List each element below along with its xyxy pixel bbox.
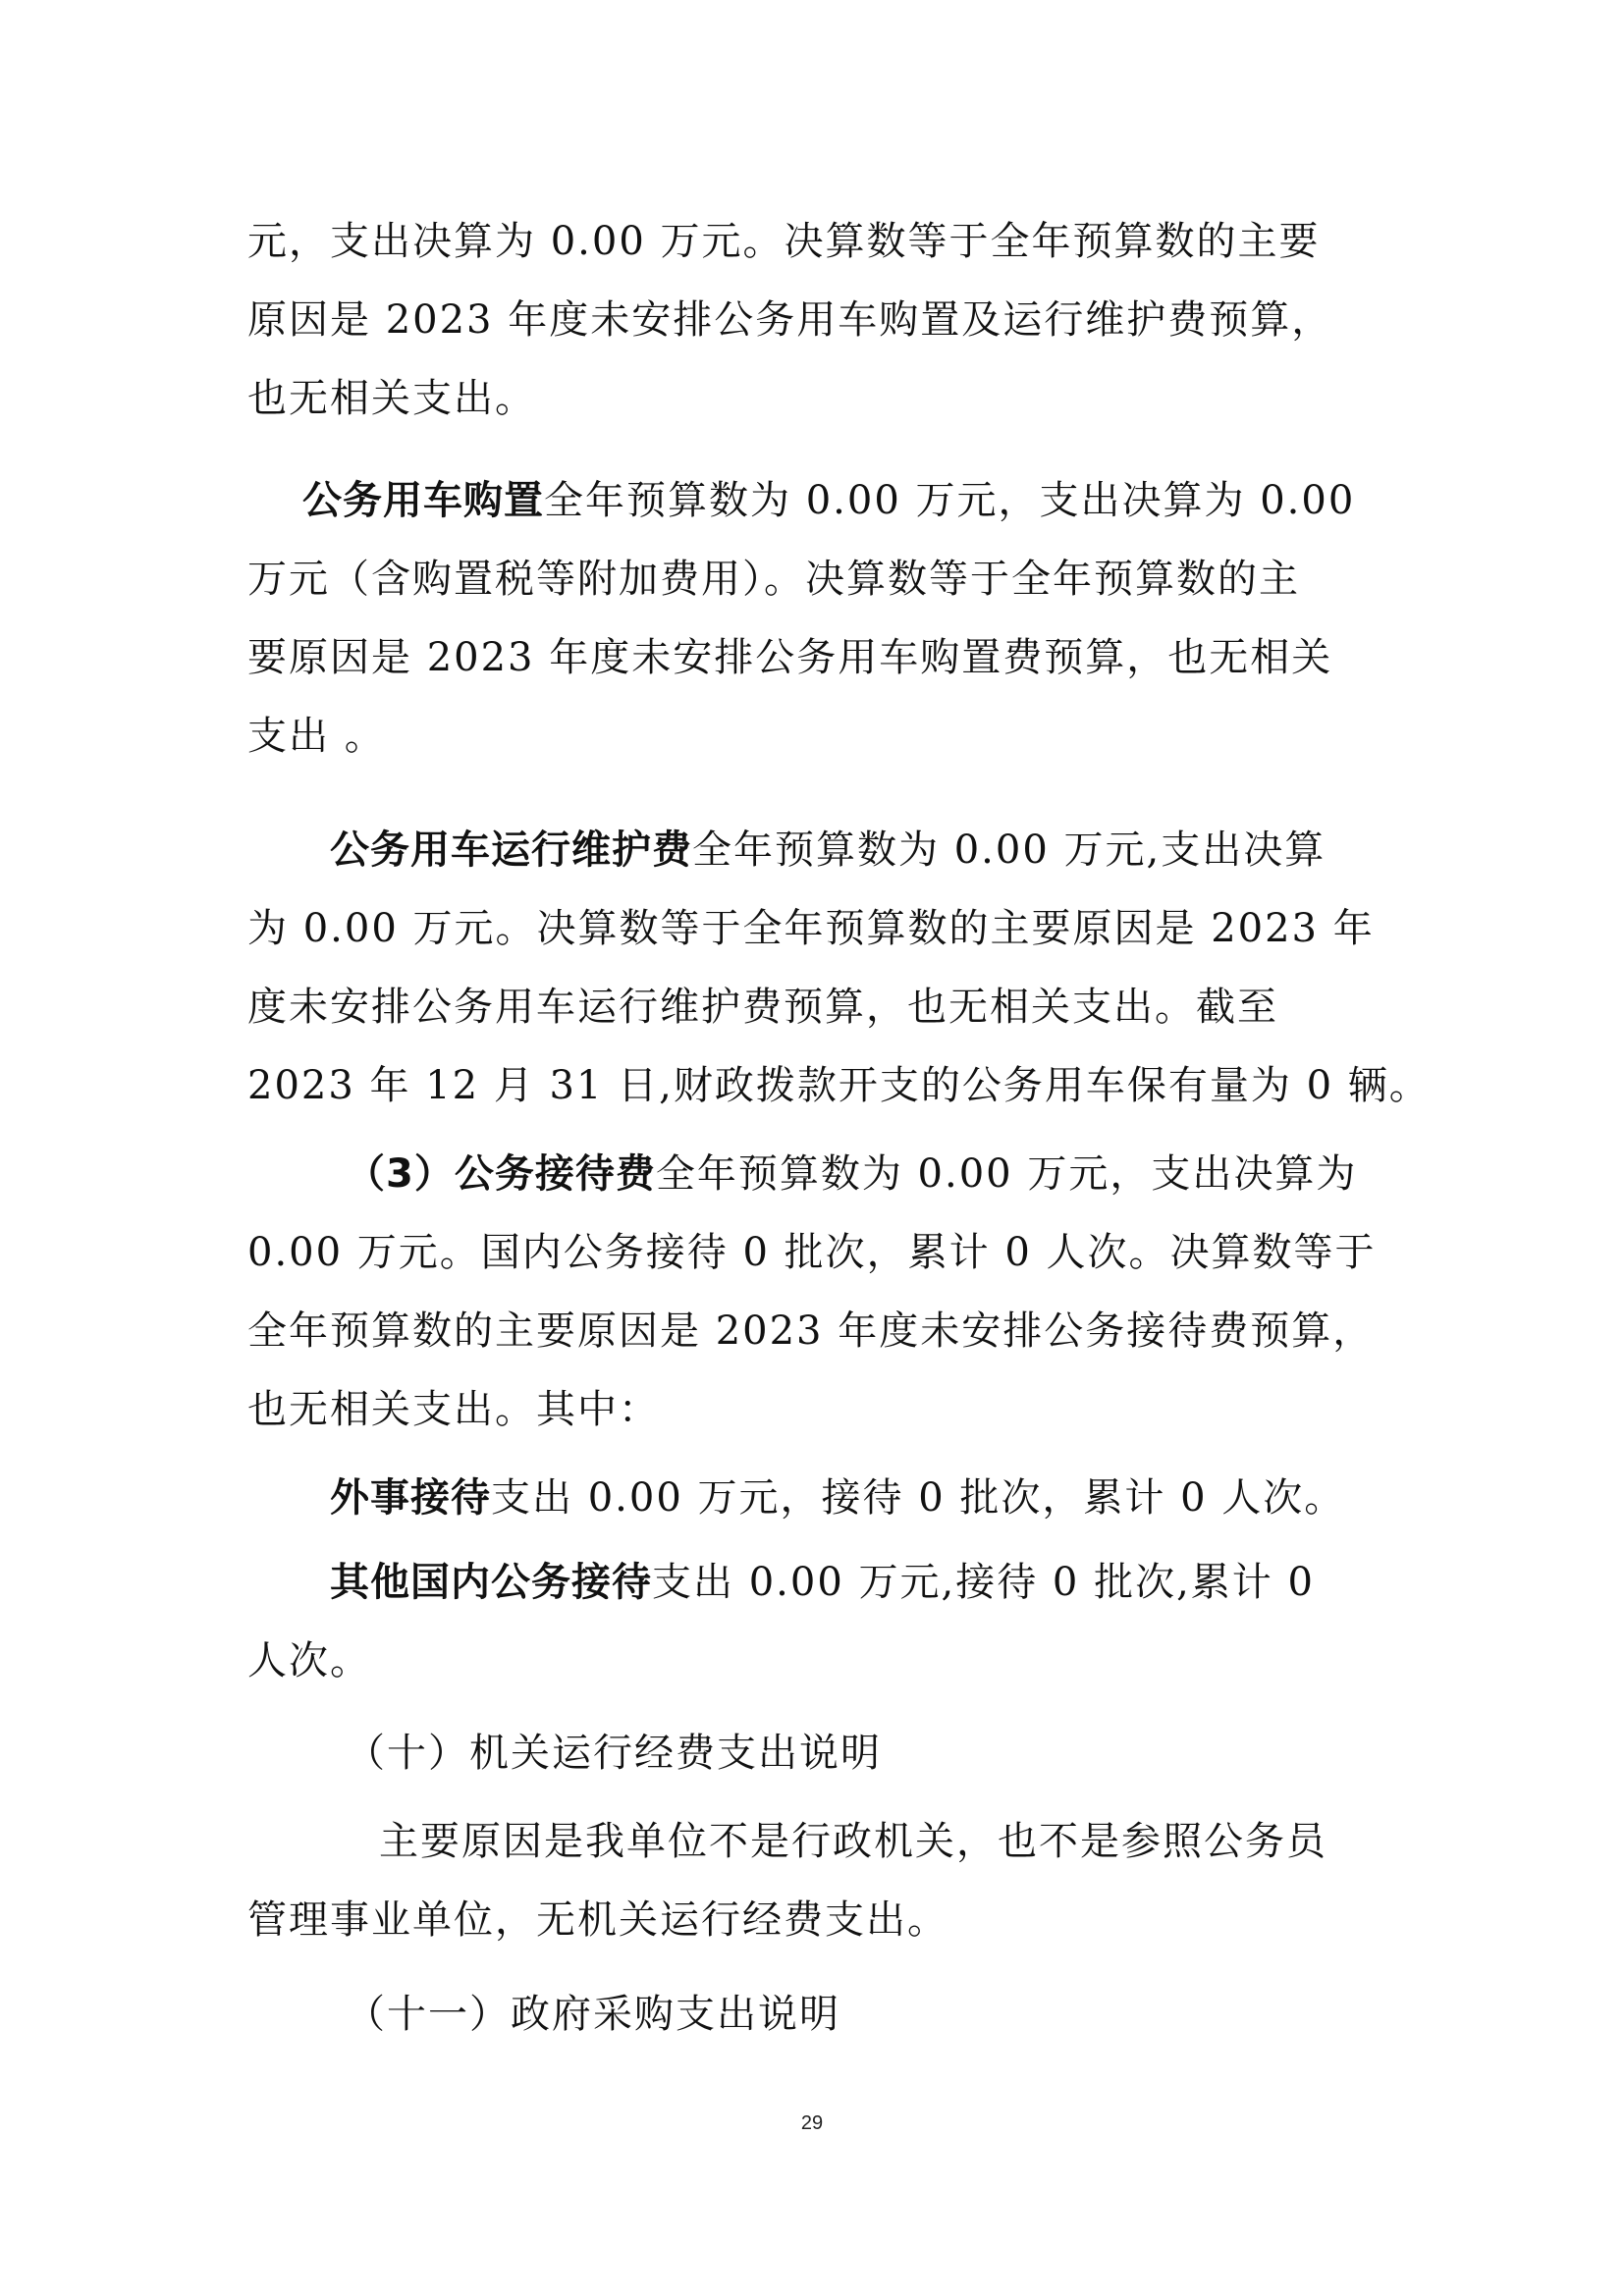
paragraph-3-line-2 — [247, 901, 1375, 956]
paragraph-3-line-4 — [247, 1058, 1431, 1113]
paragraph-3-line-1 — [330, 823, 1326, 878]
body-text: 度未安排公务用车运行维护费预算，也无相关支出。截至 — [247, 985, 1278, 1030]
section-heading: （十一）政府采购支出说明 — [346, 1992, 840, 2037]
paragraph-3-line-3 — [247, 980, 1278, 1035]
body-text: 元，支出决算为 0.00 万元。决算数等于全年预算数的主要 — [247, 219, 1321, 264]
bold-term: 公务用车运行维护费 — [330, 828, 692, 873]
paragraph-1-line-1 — [247, 214, 1321, 269]
body-text: 0.00 万元。国内公务接待 0 批次，累计 0 人次。决算数等于 — [247, 1230, 1377, 1275]
paragraph-2-line-2 — [247, 552, 1300, 607]
paragraph-8-line-2 — [247, 1893, 948, 1948]
paragraph-2-line-1 — [302, 473, 1355, 528]
paragraph-2-line-4 — [247, 709, 386, 764]
paragraph-6-line-1 — [330, 1555, 1315, 1610]
body-text: 也无相关支出。其中： — [247, 1387, 660, 1432]
body-text: 全年预算数为 0.00 万元，支出决算为 0.00 — [544, 478, 1356, 523]
body-text: 主要原因是我单位不是行政机关，也不是参照公务员 — [379, 1819, 1327, 1864]
body-text: 全年预算数为 0.00 万元,支出决算 — [692, 828, 1326, 873]
paragraph-7-line-1 — [346, 1726, 882, 1781]
paragraph-2-line-3 — [247, 630, 1332, 685]
body-text: 2023 年 12 月 31 日,财政拨款开支的公务用车保有量为 0 辆。 — [247, 1063, 1431, 1108]
body-text: 支出 。 — [247, 714, 386, 759]
body-text: 为 0.00 万元。决算数等于全年预算数的主要原因是 2023 年 — [247, 906, 1375, 951]
bold-term: 其他国内公务接待 — [330, 1560, 652, 1605]
bold-term: 公务用车购置 — [302, 478, 544, 523]
paragraph-6-line-2 — [247, 1633, 371, 1688]
page-number: 29 — [800, 2112, 824, 2134]
body-text: 原因是 2023 年度未安排公务用车购置及运行维护费预算， — [247, 297, 1333, 343]
body-text: 要原因是 2023 年度未安排公务用车购置费预算，也无相关 — [247, 635, 1333, 680]
body-text: 支出 0.00 万元，接待 0 批次，累计 0 人次。 — [491, 1475, 1346, 1521]
paragraph-5-line-1 — [330, 1470, 1345, 1525]
body-text: 万元（含购置税等附加费用）。决算数等于全年预算数的主 — [247, 557, 1300, 602]
body-text: 全年预算数的主要原因是 2023 年度未安排公务接待费预算， — [247, 1308, 1375, 1354]
paragraph-4-line-4 — [247, 1382, 660, 1437]
bold-term: 外事接待 — [330, 1475, 491, 1521]
paragraph-1-line-2 — [247, 293, 1332, 347]
body-text: 人次。 — [247, 1638, 371, 1683]
paragraph-1-line-3 — [247, 371, 536, 426]
body-text: 支出 0.00 万元,接待 0 批次,累计 0 — [652, 1560, 1315, 1605]
bold-term: （3）公务接待费 — [346, 1151, 656, 1197]
body-text: 管理事业单位，无机关运行经费支出。 — [247, 1897, 948, 1943]
paragraph-4-line-2 — [247, 1225, 1377, 1280]
paragraph-4-line-3 — [247, 1304, 1374, 1359]
paragraph-8-line-1 — [379, 1814, 1327, 1869]
paragraph-4-line-1 — [346, 1147, 1357, 1201]
body-text: 也无相关支出。 — [247, 376, 536, 421]
body-text: 全年预算数为 0.00 万元，支出决算为 — [655, 1151, 1358, 1197]
section-heading: （十）机关运行经费支出说明 — [346, 1731, 882, 1776]
paragraph-9-line-1 — [346, 1987, 840, 2042]
